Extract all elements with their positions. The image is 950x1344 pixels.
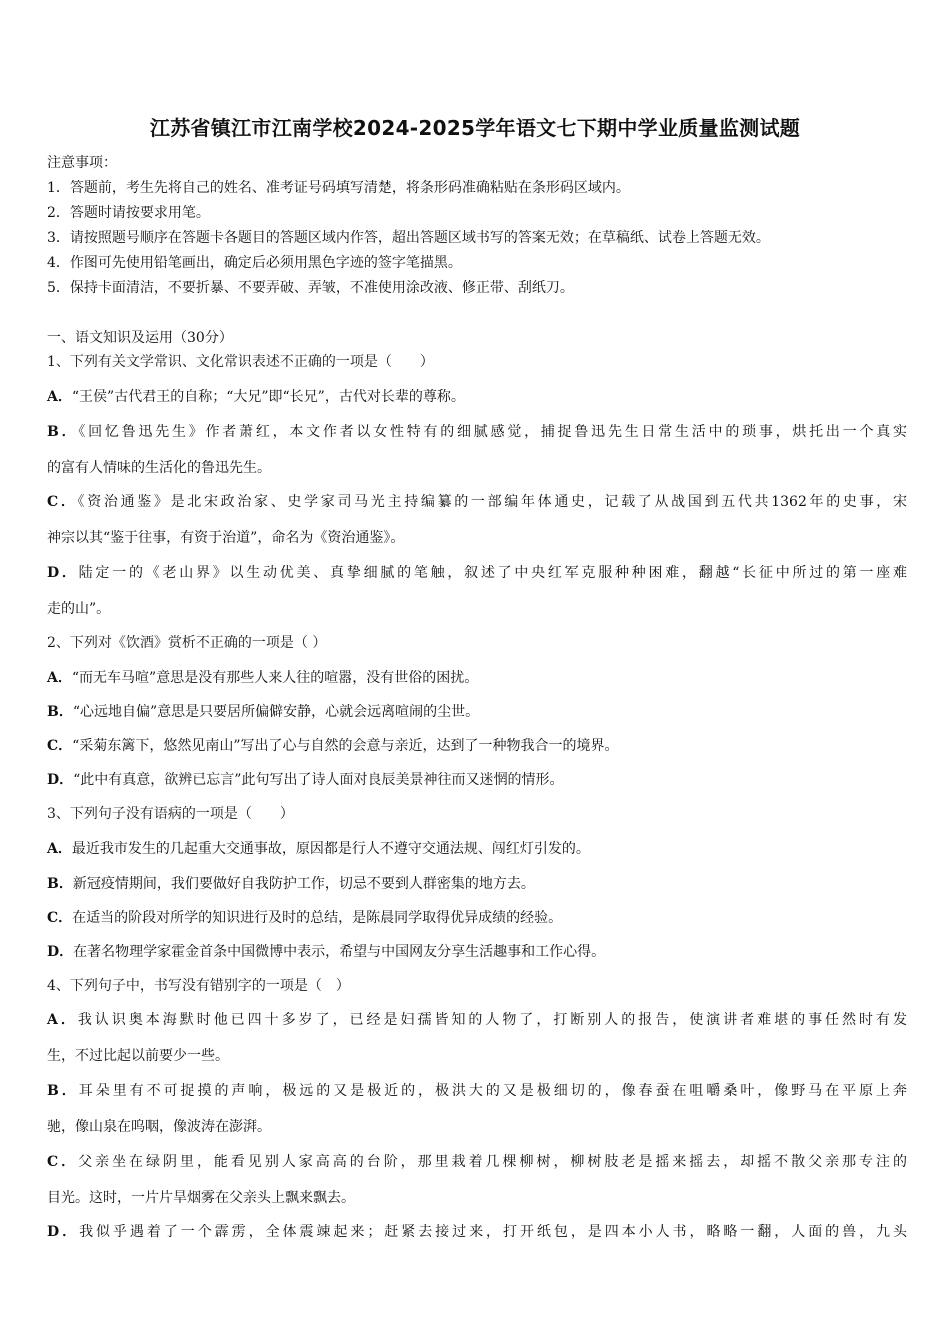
option-text: “采菊东篱下，悠然见南山”写出了心与自然的会意与亲近，达到了一种物我合一的境界。: [72, 738, 619, 754]
question-1-stem: 1、下列有关文学常识、文化常识表述不正确的一项是（ ）: [47, 354, 434, 370]
document-title: 江苏省镇江市江南学校2024-2025学年语文七下期中学业质量监测试题: [149, 116, 801, 140]
question-4-option-c-cont: 目光。这时，一片片旱烟雾在父亲头上飘来飘去。: [47, 1190, 355, 1206]
notice-item: 3．请按照题号顺序在答题卡各题目的答题区域内作答，超出答题区域书写的答案无效；在草稿纸、试卷上答题无效。: [47, 230, 770, 246]
option-text: 最近我市发生的几起重大交通事故，原因都是行人不遵守交通法规、闯红灯引发的。: [71, 841, 590, 857]
notice-item: 4．作图可先使用铅笔画出，确定后必须用黑色字迹的签字笔描黑。: [47, 255, 462, 271]
question-2-option-c: [47, 735, 907, 755]
section-heading: 一、语文知识及运用（30分）: [47, 330, 233, 346]
question-4-option-d: [47, 1221, 907, 1241]
option-letter: C．: [47, 738, 73, 754]
question-2-stem: 2、下列对《饮酒》赏析不正确的一项是（ ）: [47, 635, 327, 651]
notice-item: 1．答题前，考生先将自己的姓名、准考证号码填写清楚，将条形码准确粘贴在条形码区域内。: [47, 180, 630, 196]
question-3-option-c: [47, 907, 907, 927]
option-text: 在著名物理学家霍金首条中国微博中表示，希望与中国网友分享生活趣事和工作心得。: [73, 944, 606, 960]
option-text: “心远地自偏”意思是只要居所偏僻安静，心就会远离喧闹的尘世。: [72, 704, 480, 720]
question-3-option-d: [47, 941, 907, 961]
option-text: 《回忆鲁迅先生》作者萧红，本文作者以女性特有的细腻感觉，捕捉鲁迅先生日常生活中的琐事，烘托出一个真实: [78, 424, 907, 440]
option-letter: A．: [47, 1012, 78, 1028]
question-1-option-d: [47, 562, 907, 582]
question-2-option-b: [47, 701, 907, 721]
option-text: 耳朵里有不可捉摸的声响，极远的又是极近的，极洪大的又是极细切的，像春蚕在咀嚼桑叶，像野马在平原上奔: [78, 1083, 907, 1099]
question-2-option-d: [47, 769, 907, 789]
notice-item: 2．答题时请按要求用笔。: [47, 205, 210, 221]
option-text: 我似乎遇着了一个霹雳，全体震竦起来；赶紧去接过来，打开纸包，是四本小人书，略略一翻，人面的兽，九头: [79, 1224, 908, 1240]
option-text: “王侯”古代君王的自称；“大兄”即“长兄”，古代对长辈的尊称。: [71, 389, 465, 405]
notice-heading: 注意事项：: [47, 155, 117, 171]
option-text: 陆定一的《老山界》以生动优美、真挚细腻的笔触，叙述了中央红军克服种种困难，翻越“长征中所过的第一座难: [78, 565, 908, 581]
question-4-option-a-cont: 生，不过比起以前要少一些。: [47, 1048, 229, 1064]
question-3-stem: 3、下列句子没有语病的一项是（ ）: [47, 806, 294, 822]
question-4-option-a: [47, 1009, 907, 1029]
option-letter: D．: [47, 944, 74, 960]
option-letter: B．: [47, 704, 73, 720]
option-text: 新冠疫情期间，我们要做好自我防护工作，切忌不要到人群密集的地方去。: [72, 876, 535, 892]
question-1-option-c: [47, 491, 907, 511]
option-text: 《资治通鉴》是北宋政治家、史学家司马光主持编纂的一部编年体通史，记载了从战国到五代共1362年的史事，宋: [77, 494, 907, 510]
option-text: 我认识奥本海默时他已四十多岁了，已经是妇孺皆知的人物了，打断别人的报告，使演讲者难堪的事任然时有发: [77, 1012, 907, 1028]
option-letter: C．: [47, 910, 73, 926]
question-1-option-d-cont: 走的山”。: [47, 601, 111, 617]
notice-item: 5．保持卡面清洁，不要折暴、不要弄破、弄皱，不准使用涂改液、修正带、刮纸刀。: [47, 280, 574, 296]
option-letter: C．: [47, 1154, 79, 1170]
question-1-option-b-cont: 的富有人情味的生活化的鲁迅先生。: [47, 460, 271, 476]
option-letter: A．: [47, 389, 72, 405]
option-text: “此中有真意，欲辨已忘言”此句写出了诗人面对良辰美景神往而又迷惘的情形。: [73, 772, 564, 788]
question-4-stem: 4、下列句子中，书写没有错别字的一项是（ ）: [47, 978, 350, 994]
option-text: “而无车马喧”意思是没有那些人来人往的喧嚣，没有世俗的困扰。: [71, 670, 479, 686]
option-text: 父亲坐在绿阴里，能看见别人家高高的台阶，那里栽着几棵柳树，柳树肢老是摇来摇去，却摇不散父亲那专注的: [78, 1154, 907, 1170]
option-letter: B．: [47, 876, 73, 892]
question-3-option-a: [47, 838, 907, 858]
option-letter: C．: [47, 494, 78, 510]
option-letter: D．: [47, 1224, 80, 1240]
option-letter: B．: [47, 424, 79, 440]
question-3-option-b: [47, 873, 907, 893]
question-2-option-a: [47, 667, 907, 687]
option-letter: B．: [47, 1083, 79, 1099]
question-1-option-b: [47, 421, 907, 441]
option-letter: A．: [47, 841, 72, 857]
option-letter: D．: [47, 772, 74, 788]
question-4-option-c: [47, 1151, 907, 1171]
question-1-option-a: [47, 386, 907, 406]
option-text: 在适当的阶段对所学的知识进行及时的总结，是陈晨同学取得优异成绩的经验。: [72, 910, 563, 926]
question-4-option-b-cont: 驰，像山泉在呜咽，像波涛在澎湃。: [47, 1119, 271, 1135]
option-letter: A．: [47, 670, 72, 686]
question-4-option-b: [47, 1080, 907, 1100]
option-letter: D．: [47, 565, 79, 581]
question-1-option-c-cont: 神宗以其“鉴于往事，有资于治道”，命名为《资治通鉴》。: [47, 530, 405, 546]
